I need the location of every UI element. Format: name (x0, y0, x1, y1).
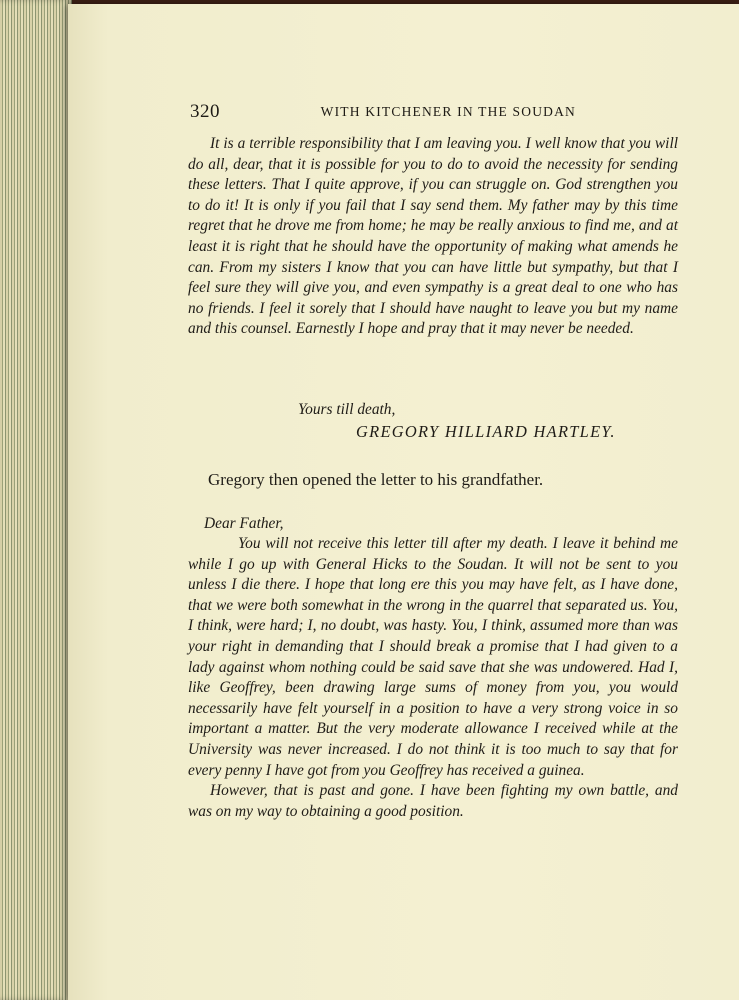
letter-one-signoff: Yours till death, (298, 401, 396, 418)
letter-one-body (188, 134, 678, 340)
letter-two-paragraph-1: You will not receive this letter till after my death. I leave it behind me while I go up with General Hicks to the Soudan. It will not be sent to you unless I die there. I hope that long ere this you may have felt, as I have done, that we were both somewhat in the wrong in the quarrel that separated us. You, I think, were hard; I, no doubt, was hasty. You, I think, assumed more than was your right in demanding that I should break a promise that I had given to a lady against whom nothing could be said save that she was undowered. Had I, like Geoffrey, been drawing large sums of money from you, you would necessarily have felt yourself in a position to have a very strong voice in so important a matter. But the very moderate allowance I received while at the University was never increased. I do not think it is too much to say that for every penny I have got from you Geoffrey has received a guinea. (188, 535, 678, 779)
narration-line: Gregory then opened the letter to his grandfather. (208, 470, 544, 489)
running-head (190, 101, 576, 123)
letter-one-paragraph: It is a terrible responsibility that I am leaving you. I well know that you will do all, dear, that it is possible for you to do to avoid the necessity for sending these letters. That I quite approve, if you can struggle on. God strengthen you to do it! It is only if you fail that I say send them. My father may by this time regret that he drove me from home; he may be really anxious to find me, and at least it is right that he should have the opportunity of making what amends he can. From my sisters I know that you can have little but sympathy, but that I feel sure they will give you, and even sympathy is a great deal to one who has no friends. I feel it sorely that I should have naught to leave you but my name and this counsel. Earnestly I hope and pray that it may never be needed. (188, 135, 678, 338)
page-edges (0, 0, 72, 1000)
book-title: WITH KITCHENER IN THE SOUDAN (320, 104, 576, 119)
letter-two-paragraph-2: However, that is past and gone. I have been fighting my own battle, and was on my way to obtaining a good position. (188, 782, 678, 820)
page-number: 320 (190, 101, 220, 122)
book-page (68, 4, 739, 1000)
letter-two-body (188, 534, 678, 822)
letter-one-signature: GREGORY HILLIARD HARTLEY. (356, 422, 616, 441)
letter-two-salutation: Dear Father, (204, 515, 284, 532)
